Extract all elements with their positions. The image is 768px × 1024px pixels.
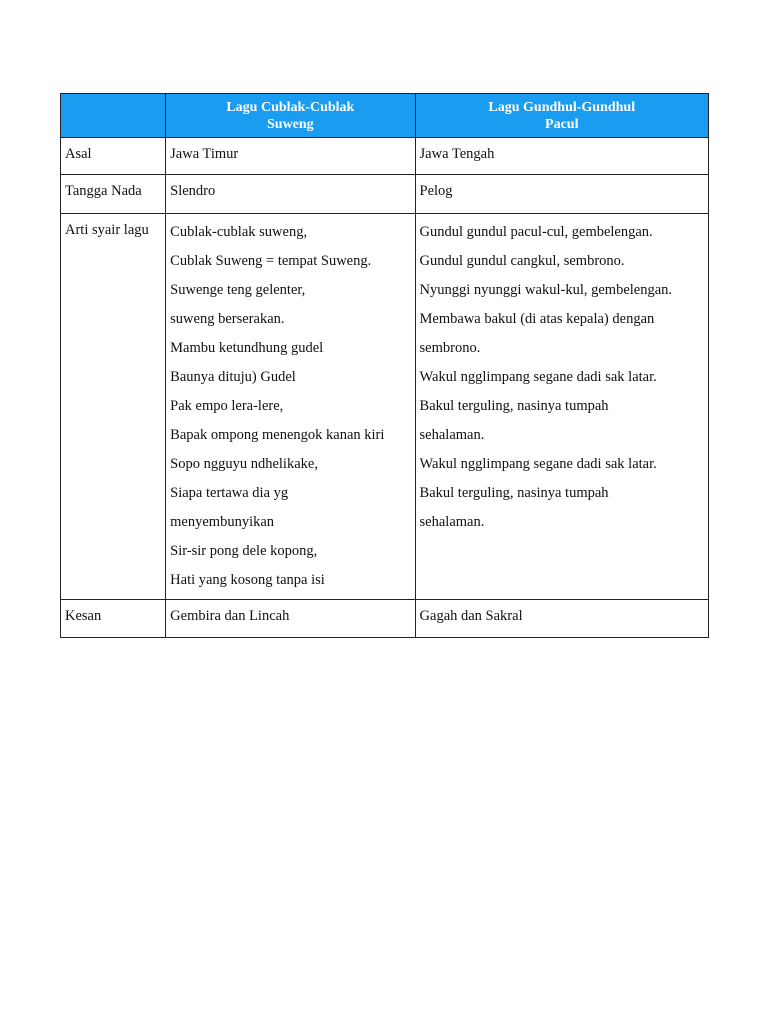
header-cublak-cublak-suweng: [166, 94, 415, 138]
lyric-line: Baunya dituju) Gudel: [170, 369, 296, 385]
lyric-line: Gundul gundul cangkul, sembrono.: [419, 253, 625, 269]
lyric-line: Bakul terguling, nasinya tumpah: [419, 485, 609, 501]
row-label: Kesan: [65, 608, 102, 624]
lyric-line: Bakul terguling, nasinya tumpah: [419, 398, 609, 414]
table-cell: [415, 138, 708, 175]
lyric-line: Gundul gundul pacul-cul, gembelengan.: [419, 224, 653, 240]
row-label-cell: [61, 138, 166, 175]
header-empty-cell: [61, 94, 166, 138]
cell-text: Slendro: [170, 183, 216, 199]
table-cell: [166, 214, 415, 600]
row-label: Asal: [65, 146, 92, 162]
lyric-line: Membawa bakul (di atas kepala) dengan: [419, 311, 655, 327]
lyric-line: Wakul ngglimpang segane dadi sak latar.: [419, 369, 657, 385]
lyric-line: Wakul ngglimpang segane dadi sak latar.: [419, 456, 657, 472]
table-cell: [166, 600, 415, 638]
lyric-line: Pak empo lera-lere,: [170, 398, 284, 414]
lyric-line: Cublak-cublak suweng,: [170, 224, 308, 240]
lyric-line: Sir-sir pong dele kopong,: [170, 543, 318, 559]
lyric-line: Cublak Suweng = tempat Suweng.: [170, 253, 372, 269]
table-cell: [415, 214, 708, 600]
lyric-line: sehalaman.: [419, 514, 485, 530]
comparison-table: [60, 93, 709, 638]
table-row-arti-syair: [61, 214, 709, 600]
lyric-line: Nyunggi nyunggi wakul-kul, gembelengan.: [419, 282, 673, 298]
lyric-line: Bapak ompong menengok kanan kiri: [170, 427, 385, 443]
row-label-cell: [61, 600, 166, 638]
cell-text: Pelog: [419, 183, 453, 199]
lyric-line: suweng berserakan.: [170, 311, 285, 327]
row-label: Arti syair lagu: [65, 222, 149, 238]
lyric-line: Mambu ketundhung gudel: [170, 340, 324, 356]
table-row-asal: [61, 138, 709, 175]
cell-text: Jawa Tengah: [419, 146, 495, 162]
lyric-line: menyembunyikan: [170, 514, 275, 530]
header-line: Lagu Gundhul-Gundhul: [488, 99, 636, 115]
cell-text: Jawa Timur: [170, 146, 239, 162]
row-label-cell: [61, 214, 166, 600]
lyric-line: sembrono.: [419, 340, 481, 356]
table-cell: [415, 175, 708, 214]
header-line: Pacul: [545, 116, 579, 132]
row-label: Tangga Nada: [65, 183, 142, 199]
lyric-line: sehalaman.: [419, 427, 485, 443]
lyric-line: Hati yang kosong tanpa isi: [170, 572, 325, 588]
table-cell: [166, 175, 415, 214]
table-cell: [415, 600, 708, 638]
table-row-kesan: [61, 600, 709, 638]
table-row-tangga-nada: [61, 175, 709, 214]
row-label-cell: [61, 175, 166, 214]
lyric-line: Sopo ngguyu ndhelikake,: [170, 456, 318, 472]
table-header-row: [61, 94, 709, 138]
header-line: Suweng: [267, 116, 314, 132]
cell-text: Gagah dan Sakral: [419, 608, 523, 624]
header-line: Lagu Cublak-Cublak: [226, 99, 355, 115]
table-cell: [166, 138, 415, 175]
lyric-line: Suwenge teng gelenter,: [170, 282, 306, 298]
cell-text: Gembira dan Lincah: [170, 608, 290, 624]
lyric-line: Siapa tertawa dia yg: [170, 485, 289, 501]
lyrics-gundhul-list: [416, 214, 708, 537]
lyrics-cublak-list: [166, 214, 414, 595]
header-gundhul-gundhul-pacul: [415, 94, 708, 138]
